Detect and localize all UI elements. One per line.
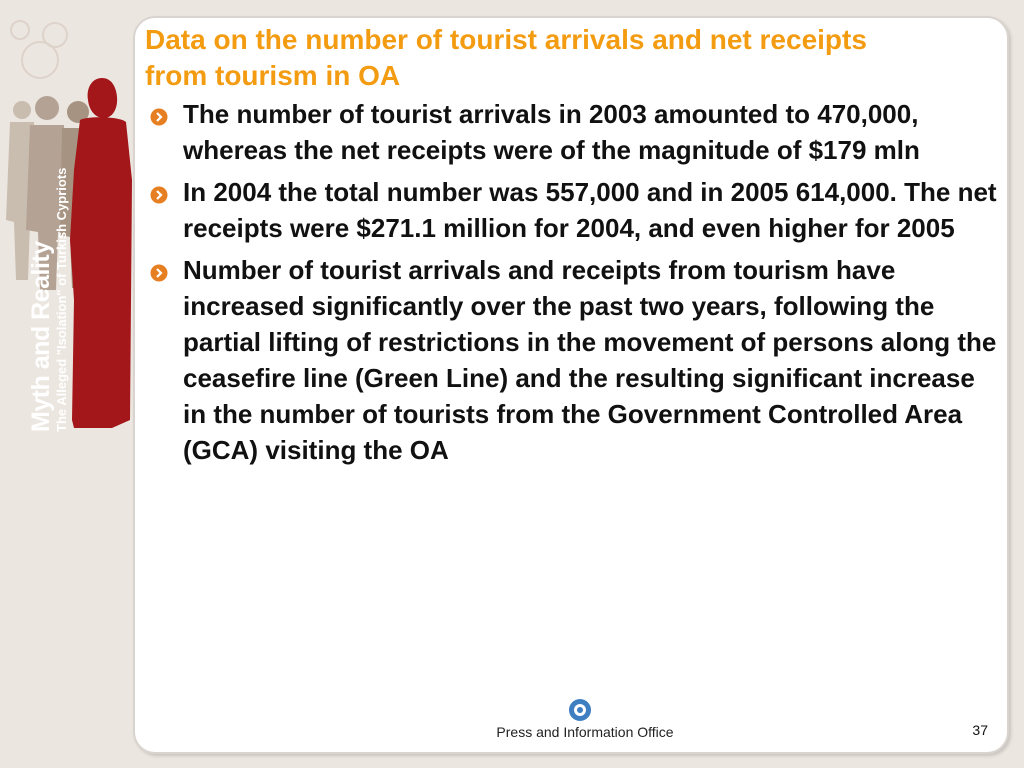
- sidebar-title-sub: The Alleged "Isolation" of Turkish Cypriots: [54, 167, 69, 432]
- page-number: 37: [972, 722, 988, 738]
- footer: [485, 698, 685, 744]
- slide-title: Data on the number of tourist arrivals and net receipts from tourism in OA: [145, 24, 867, 91]
- arrow-bullet-icon: [150, 186, 168, 204]
- sidebar-title: [28, 12, 124, 432]
- bullet-item: [150, 252, 1000, 468]
- sidebar-title-main: Myth and Reality: [27, 241, 55, 432]
- bullet-text: Number of tourist arrivals and receipts from tourism have increased significantly over the past two years, following the partial lifting of restrictions in the movement of persons along the ceasefire line (Green Line) and the resulting significant increase in the number of tourists from the Government Controlled Area (GCA) visiting the OA: [183, 255, 997, 465]
- footer-organization: Press and Information Office: [496, 724, 674, 740]
- bullet-list: [150, 96, 1000, 474]
- bullet-text: The number of tourist arrivals in 2003 amounted to 470,000, whereas the net receipts were of the magnitude of $179 mln: [183, 99, 920, 165]
- press-office-logo-icon: [568, 698, 592, 722]
- bullet-item: [150, 174, 1000, 246]
- bullet-item: [150, 96, 1000, 168]
- arrow-bullet-icon: [150, 264, 168, 282]
- arrow-bullet-icon: [150, 108, 168, 126]
- bullet-text: In 2004 the total number was 557,000 and in 2005 614,000. The net receipts were $271.1 million for 2004, and even higher for 2005: [183, 177, 997, 243]
